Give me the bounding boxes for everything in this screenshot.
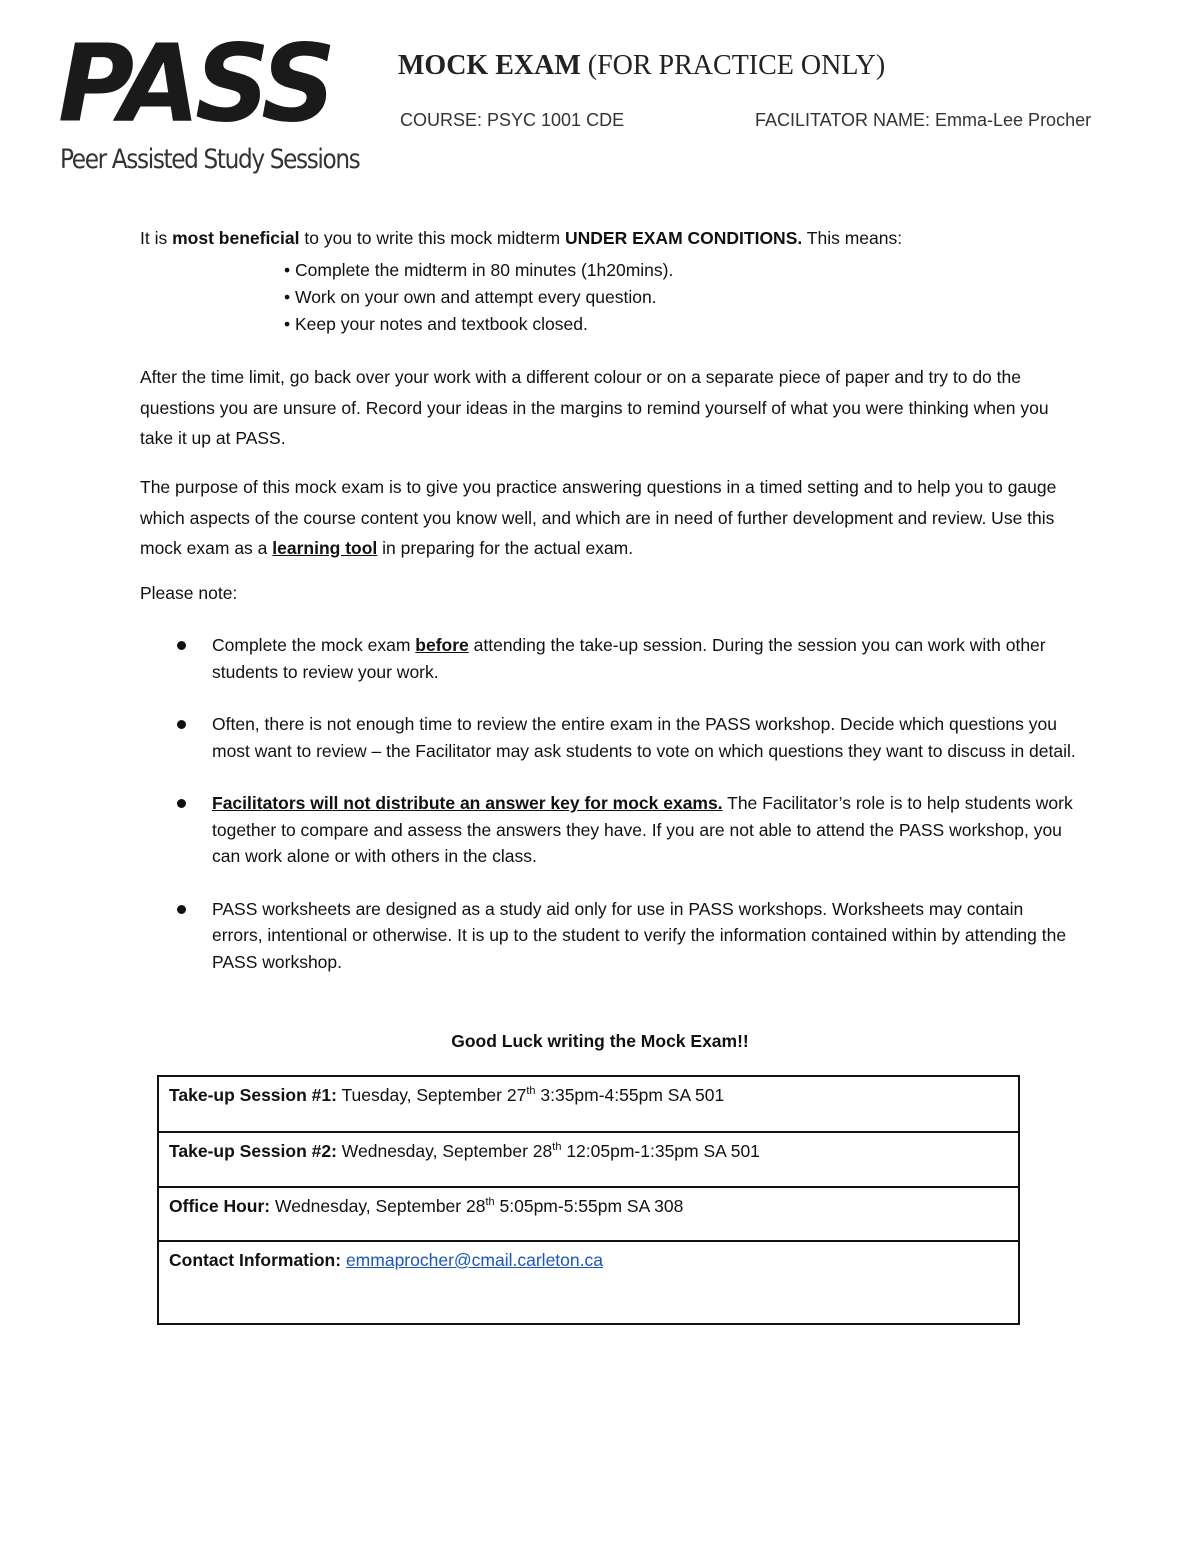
note-item: Facilitators will not distribute an answer key for mock exams. The Facilitator’s role is to help students work together to compare and assess the answers they have. If you are not able to attend the PASS workshop, you can work alone or with others in the class. — [176, 790, 1076, 870]
purpose-paragraph: The purpose of this mock exam is to give you practice answering questions in a timed setting and to help you to gauge which aspects of the course content you know well, and which are in need of further development and review. Use this mock exam as a learning tool in preparing for the actual exam. — [140, 477, 1057, 558]
table-row — [158, 1132, 1019, 1187]
exam-conditions-list — [284, 257, 673, 338]
pass-logo — [58, 22, 360, 180]
condition-item: • Work on your own and attempt every question. — [284, 284, 673, 311]
logo-wordmark: PASS — [58, 22, 331, 147]
good-luck-message: Good Luck writing the Mock Exam!! — [451, 1031, 749, 1051]
exam-title-rest: (FOR PRACTICE ONLY) — [580, 50, 886, 81]
facilitator-name: FACILITATOR NAME: Emma-Lee Procher — [755, 110, 1092, 130]
session-1-cell: Take-up Session #1: Tuesday, September 27th 3:35pm-4:55pm SA 501 — [158, 1076, 1019, 1132]
office-hour-cell: Office Hour: Wednesday, September 28th 5:05pm-5:55pm SA 308 — [158, 1187, 1019, 1241]
logo-subtitle: Peer Assisted Study Sessions — [60, 144, 360, 175]
intro-paragraph: It is most beneficial to you to write this mock midterm UNDER EXAM CONDITIONS. This means: — [140, 228, 903, 248]
session-info-table — [157, 1075, 1020, 1325]
bullet-dot-icon — [177, 799, 186, 808]
table-row — [158, 1187, 1019, 1241]
exam-title-bold: MOCK EXAM — [398, 50, 581, 81]
condition-item: • Complete the midterm in 80 minutes (1h20mins). — [284, 257, 673, 284]
course-label: COURSE: PSYC 1001 CDE — [400, 110, 625, 130]
bullet-dot-icon — [177, 720, 186, 729]
note-item: Complete the mock exam before attending the take-up session. During the session you can work with other students to review your work. — [176, 632, 1076, 685]
please-note-heading: Please note: — [140, 583, 238, 603]
session-2-cell: Take-up Session #2: Wednesday, September 28th 12:05pm-1:35pm SA 501 — [158, 1132, 1019, 1187]
table-row — [158, 1076, 1019, 1132]
contact-email-link[interactable]: emmaprocher@cmail.carleton.ca — [345, 1250, 603, 1270]
note-item: PASS worksheets are designed as a study aid only for use in PASS workshops. Worksheets may contain errors, intentional or otherwise. It is up to the student to verify the information contained within by attending the PASS workshop. — [176, 896, 1076, 976]
exam-title — [398, 50, 885, 82]
bullet-dot-icon — [177, 641, 186, 650]
table-row — [158, 1241, 1019, 1324]
after-time-paragraph: After the time limit, go back over your work with a different colour or on a separate piece of paper and try to do the questions you are unsure of. Record your ideas in the margins to remind yourself of what you were thinking when you take it up at PASS. — [140, 367, 1049, 448]
notes-list — [176, 632, 1076, 1001]
condition-item: • Keep your notes and textbook closed. — [284, 311, 673, 338]
bullet-dot-icon — [177, 905, 186, 914]
contact-cell: Contact Information: emmaprocher@cmail.carleton.ca — [169, 1250, 603, 1270]
note-item: Often, there is not enough time to review the entire exam in the PASS workshop. Decide which questions you most want to review – the Facilitator may ask students to vote on which questions they want to discuss in detail. — [176, 711, 1076, 764]
